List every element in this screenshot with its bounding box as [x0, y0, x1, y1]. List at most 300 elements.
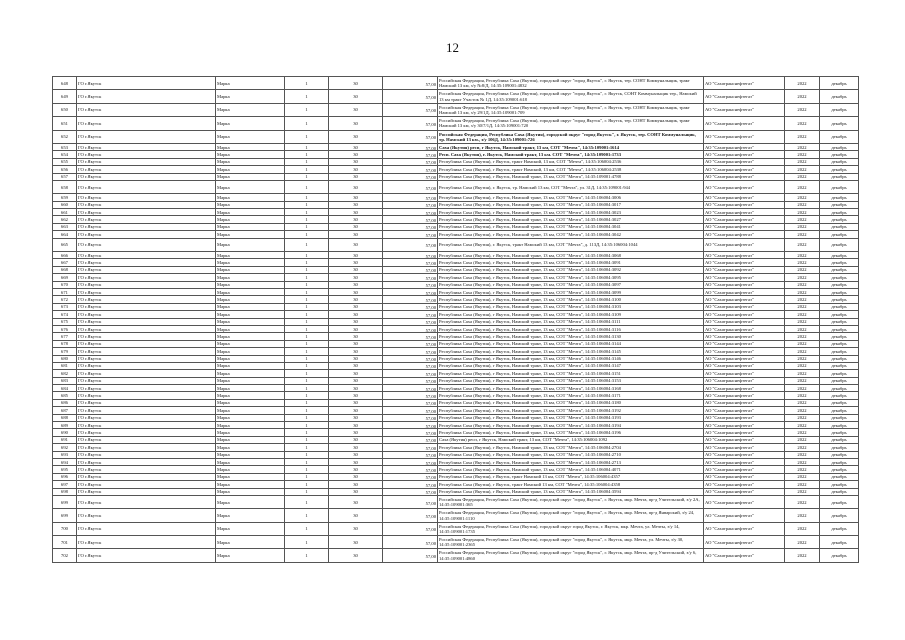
- power-value: 57,00: [425, 394, 436, 400]
- table-row: [53, 252, 859, 259]
- organization-cell: АО "Сахатранснефтегаз": [704, 399, 785, 406]
- municipality-cell: ГО г.Якутск: [77, 451, 216, 458]
- power-cell: [383, 90, 438, 103]
- municipality-cell: ГО г.Якутск: [77, 509, 216, 522]
- quantity-cell: 1: [285, 216, 329, 223]
- power-cell: [383, 348, 438, 355]
- quantity-cell: 1: [285, 340, 329, 347]
- power-value: 57,00: [425, 185, 436, 191]
- type-cell: Марка: [216, 223, 285, 230]
- address-cell: Республика Саха (Якутия), г Якутск, Намский тракт, 13 км, СОТ "Мечта", 14:35:106004:3116: [438, 325, 704, 332]
- municipality-cell: ГО г.Якутск: [77, 340, 216, 347]
- month-cell: декабрь: [820, 333, 859, 340]
- power-value: 57,00: [425, 438, 436, 444]
- row-number-cell: 656: [53, 166, 77, 173]
- municipality-cell: ГО г.Якутск: [77, 77, 216, 90]
- length-cell: 30: [329, 266, 383, 273]
- power-value: 57,00: [425, 261, 436, 267]
- organization-cell: АО "Сахатранснефтегаз": [704, 216, 785, 223]
- type-cell: Марка: [216, 143, 285, 150]
- type-cell: Марка: [216, 451, 285, 458]
- organization-cell: АО "Сахатранснефтегаз": [704, 407, 785, 414]
- municipality-cell: ГО г.Якутск: [77, 444, 216, 451]
- type-cell: Марка: [216, 414, 285, 421]
- length-cell: 30: [329, 252, 383, 259]
- month-cell: декабрь: [820, 348, 859, 355]
- municipality-cell: ГО г.Якутск: [77, 303, 216, 310]
- month-cell: декабрь: [820, 151, 859, 158]
- month-cell: декабрь: [820, 77, 859, 90]
- length-cell: 30: [329, 288, 383, 295]
- quantity-cell: 1: [285, 549, 329, 562]
- address-cell: Республика Саха (Якутия), г Якутск, тракт Намский 13 км, СОТ "Мечта", 14:35:106004:4357: [438, 473, 704, 480]
- quantity-cell: 1: [285, 274, 329, 281]
- year-cell: 2022: [785, 223, 820, 230]
- table-row: [53, 303, 859, 310]
- length-cell: 30: [329, 407, 383, 414]
- table-row: [53, 466, 859, 473]
- length-cell: 30: [329, 281, 383, 288]
- table-row: [53, 377, 859, 384]
- type-cell: Марка: [216, 180, 285, 193]
- organization-cell: АО "Сахатранснефтегаз": [704, 549, 785, 562]
- month-cell: декабрь: [820, 166, 859, 173]
- type-cell: Марка: [216, 117, 285, 130]
- quantity-cell: 1: [285, 325, 329, 332]
- length-cell: 30: [329, 392, 383, 399]
- quantity-cell: 1: [285, 355, 329, 362]
- row-number-cell: 699: [53, 495, 77, 508]
- table-row: [53, 259, 859, 266]
- quantity-cell: 1: [285, 180, 329, 193]
- power-value: 57,00: [425, 527, 436, 533]
- table-row: [53, 436, 859, 443]
- year-cell: 2022: [785, 158, 820, 165]
- power-value: 57,00: [425, 431, 436, 436]
- power-value: 57,00: [425, 500, 436, 506]
- month-cell: декабрь: [820, 495, 859, 508]
- row-number-cell: 701: [53, 536, 77, 549]
- year-cell: 2022: [785, 194, 820, 201]
- month-cell: декабрь: [820, 392, 859, 399]
- length-cell: 30: [329, 414, 383, 421]
- year-cell: 2022: [785, 103, 820, 116]
- row-number-cell: 681: [53, 362, 77, 369]
- year-cell: 2022: [785, 509, 820, 522]
- power-value: 57,00: [425, 416, 436, 422]
- year-cell: 2022: [785, 495, 820, 508]
- table-row: [53, 458, 859, 465]
- row-number-cell: 676: [53, 325, 77, 332]
- row-number-cell: 648: [53, 77, 77, 90]
- address-cell: Республика Саха (Якутия), г Якутск, Намский тракт, 13 км, СОТ "Мечта", 14:35:106004:3145: [438, 348, 704, 355]
- power-cell: [383, 385, 438, 392]
- month-cell: декабрь: [820, 216, 859, 223]
- address-cell: Республика Саха (Якутия), г Якутск, Намский тракт, 13 км, СОТ "Мечта", 14:35:106004:3100: [438, 296, 704, 303]
- power-cell: [383, 444, 438, 451]
- table-row: [53, 362, 859, 369]
- table-row: [53, 117, 859, 130]
- row-number-cell: 662: [53, 216, 77, 223]
- municipality-cell: ГО г.Якутск: [77, 103, 216, 116]
- quantity-cell: 1: [285, 281, 329, 288]
- quantity-cell: 1: [285, 348, 329, 355]
- year-cell: 2022: [785, 436, 820, 443]
- row-number-cell: 695: [53, 466, 77, 473]
- organization-cell: АО "Сахатранснефтегаз": [704, 194, 785, 201]
- row-number-cell: 687: [53, 407, 77, 414]
- type-cell: Марка: [216, 231, 285, 238]
- month-cell: декабрь: [820, 466, 859, 473]
- table-row: [53, 143, 859, 150]
- quantity-cell: 1: [285, 143, 329, 150]
- length-cell: 30: [329, 238, 383, 251]
- organization-cell: АО "Сахатранснефтегаз": [704, 495, 785, 508]
- length-cell: 30: [329, 481, 383, 488]
- table-row: [53, 90, 859, 103]
- type-cell: Марка: [216, 201, 285, 208]
- power-cell: [383, 399, 438, 406]
- power-cell: [383, 303, 438, 310]
- length-cell: 30: [329, 536, 383, 549]
- table-body: [53, 77, 859, 563]
- power-cell: [383, 194, 438, 201]
- municipality-cell: ГО г.Якутск: [77, 266, 216, 273]
- power-value: 57,00: [425, 357, 436, 363]
- organization-cell: АО "Сахатранснефтегаз": [704, 385, 785, 392]
- organization-cell: АО "Сахатранснефтегаз": [704, 130, 785, 143]
- quantity-cell: 1: [285, 473, 329, 480]
- type-cell: Марка: [216, 238, 285, 251]
- power-cell: [383, 407, 438, 414]
- power-value: 57,00: [425, 327, 436, 333]
- address-cell: Республика Саха (Якутия), г Якутск, Намский тракт, 13 км, СОТ "Мечта", 14:35:106004:3144: [438, 340, 704, 347]
- address-cell: Российская Федерация, Республика Саха (Якутия), городской округ "город Якутск", г. Якутск, СОНТ Коммунальщик тер., Намский 13 км тракт Участок № 1Д, 14:35:109001:618: [438, 90, 704, 103]
- municipality-cell: ГО г.Якутск: [77, 151, 216, 158]
- year-cell: 2022: [785, 180, 820, 193]
- address-cell: Республика Саха (Якутия), г Якутск, Намский тракт, 13 км, СОТ "Мечта", 14:35:106004:3068: [438, 252, 704, 259]
- type-cell: Марка: [216, 130, 285, 143]
- row-number-cell: 674: [53, 311, 77, 318]
- municipality-cell: ГО г.Якутск: [77, 549, 216, 562]
- length-cell: 30: [329, 466, 383, 473]
- year-cell: 2022: [785, 407, 820, 414]
- year-cell: 2022: [785, 444, 820, 451]
- organization-cell: АО "Сахатранснефтегаз": [704, 333, 785, 340]
- table-row: [53, 173, 859, 180]
- power-cell: [383, 173, 438, 180]
- month-cell: декабрь: [820, 90, 859, 103]
- address-cell: Республика Саха (Якутия), г Якутск, Намский тракт, 13 км, СОТ "Мечта", 14:35:106004:2710: [438, 451, 704, 458]
- organization-cell: АО "Сахатранснефтегаз": [704, 281, 785, 288]
- row-number-cell: 675: [53, 318, 77, 325]
- address-cell: Республика Саха (Якутия), г Якутск, Намский тракт, 13 км, СОТ "Мечта", 14:35:106004:3091: [438, 259, 704, 266]
- month-cell: декабрь: [820, 377, 859, 384]
- municipality-cell: ГО г.Якутск: [77, 399, 216, 406]
- length-cell: 30: [329, 355, 383, 362]
- table-row: [53, 77, 859, 90]
- type-cell: Марка: [216, 311, 285, 318]
- organization-cell: АО "Сахатранснефтегаз": [704, 466, 785, 473]
- municipality-cell: ГО г.Якутск: [77, 481, 216, 488]
- power-cell: [383, 259, 438, 266]
- organization-cell: АО "Сахатранснефтегаз": [704, 231, 785, 238]
- row-number-cell: 660: [53, 201, 77, 208]
- power-value: 57,00: [425, 297, 436, 303]
- address-cell: Республика Саха (Якутия), г Якутск, Намский тракт, 13 км, СОТ "Мечта", 14:35:106004:3153: [438, 377, 704, 384]
- power-cell: [383, 436, 438, 443]
- power-value: 57,00: [425, 268, 436, 274]
- power-cell: [383, 370, 438, 377]
- power-value: 57,00: [425, 513, 436, 519]
- table-row: [53, 340, 859, 347]
- row-number-cell: 651: [53, 117, 77, 130]
- length-cell: 30: [329, 377, 383, 384]
- municipality-cell: ГО г.Якутск: [77, 201, 216, 208]
- year-cell: 2022: [785, 522, 820, 535]
- table-row: [53, 495, 859, 508]
- power-cell: [383, 488, 438, 495]
- power-cell: [383, 362, 438, 369]
- power-cell: [383, 223, 438, 230]
- month-cell: декабрь: [820, 238, 859, 251]
- month-cell: декабрь: [820, 266, 859, 273]
- length-cell: 30: [329, 216, 383, 223]
- type-cell: Марка: [216, 466, 285, 473]
- year-cell: 2022: [785, 429, 820, 436]
- municipality-cell: ГО г.Якутск: [77, 536, 216, 549]
- quantity-cell: 1: [285, 522, 329, 535]
- address-cell: Республика Саха (Якутия), г Якутск, Намский тракт, 13 км, СОТ "Мечта", 14:35:106004:3180: [438, 399, 704, 406]
- quantity-cell: 1: [285, 451, 329, 458]
- table-row: [53, 103, 859, 116]
- address-cell: Саха (Якутия) респ, г Якутск, Намский тракт, 13 км, СОТ "Мечта", 14:35:109001:1614: [438, 143, 704, 150]
- address-cell: Республика Саха (Якутия), г Якутск, Намский тракт, 13 км, СОТ "Мечта", 14:35:106004:3192: [438, 407, 704, 414]
- year-cell: 2022: [785, 355, 820, 362]
- type-cell: Марка: [216, 340, 285, 347]
- row-number-cell: 663: [53, 223, 77, 230]
- length-cell: 30: [329, 318, 383, 325]
- organization-cell: АО "Сахатранснефтегаз": [704, 414, 785, 421]
- quantity-cell: 1: [285, 399, 329, 406]
- municipality-cell: ГО г.Якутск: [77, 466, 216, 473]
- organization-cell: АО "Сахатранснефтегаз": [704, 274, 785, 281]
- row-number-cell: 655: [53, 158, 77, 165]
- month-cell: декабрь: [820, 451, 859, 458]
- row-number-cell: 649: [53, 90, 77, 103]
- year-cell: 2022: [785, 274, 820, 281]
- municipality-cell: ГО г.Якутск: [77, 252, 216, 259]
- power-cell: [383, 274, 438, 281]
- quantity-cell: 1: [285, 377, 329, 384]
- power-value: 57,00: [425, 218, 436, 224]
- row-number-cell: 659: [53, 194, 77, 201]
- month-cell: декабрь: [820, 340, 859, 347]
- power-cell: [383, 311, 438, 318]
- year-cell: 2022: [785, 90, 820, 103]
- quantity-cell: 1: [285, 130, 329, 143]
- organization-cell: АО "Сахатранснефтегаз": [704, 77, 785, 90]
- power-cell: [383, 117, 438, 130]
- month-cell: декабрь: [820, 252, 859, 259]
- year-cell: 2022: [785, 422, 820, 429]
- row-number-cell: 691: [53, 436, 77, 443]
- address-cell: Республика Саха (Якутия), г Якутск, Намский тракт, 13 км, СОТ "Мечта", 14:35:106004:3171: [438, 392, 704, 399]
- length-cell: 30: [329, 231, 383, 238]
- municipality-cell: ГО г.Якутск: [77, 348, 216, 355]
- row-number-cell: 677: [53, 333, 77, 340]
- address-cell: Республика Саха (Якутия), г Якутск, Намский тракт, 13 км, СОТ "Мечта", 14:35:106004:3147: [438, 362, 704, 369]
- month-cell: декабрь: [820, 173, 859, 180]
- table-row: [53, 238, 859, 251]
- length-cell: 30: [329, 325, 383, 332]
- table-row: [53, 180, 859, 193]
- power-value: 57,00: [425, 253, 436, 259]
- table-row: [53, 399, 859, 406]
- municipality-cell: ГО г.Якутск: [77, 166, 216, 173]
- type-cell: Марка: [216, 444, 285, 451]
- power-cell: [383, 325, 438, 332]
- month-cell: декабрь: [820, 201, 859, 208]
- address-cell: Республика Саха (Якутия), г Якутск, Намский тракт, 13 км, СОТ "Мечта", 14:35:106004:3109: [438, 311, 704, 318]
- row-number-cell: 667: [53, 259, 77, 266]
- municipality-cell: ГО г.Якутск: [77, 180, 216, 193]
- table-row: [53, 296, 859, 303]
- municipality-cell: ГО г.Якутск: [77, 436, 216, 443]
- power-value: 57,00: [425, 342, 436, 348]
- month-cell: декабрь: [820, 429, 859, 436]
- month-cell: декабрь: [820, 318, 859, 325]
- type-cell: Марка: [216, 536, 285, 549]
- table-row: [53, 201, 859, 208]
- power-cell: [383, 466, 438, 473]
- year-cell: 2022: [785, 216, 820, 223]
- power-cell: [383, 288, 438, 295]
- quantity-cell: 1: [285, 414, 329, 421]
- type-cell: Марка: [216, 377, 285, 384]
- power-value: 57,00: [425, 290, 436, 296]
- length-cell: 30: [329, 151, 383, 158]
- power-value: 57,00: [425, 401, 436, 407]
- table-row: [53, 536, 859, 549]
- table-row: [53, 429, 859, 436]
- length-cell: 30: [329, 143, 383, 150]
- register-table: [52, 76, 859, 563]
- table-row: [53, 522, 859, 535]
- year-cell: 2022: [785, 252, 820, 259]
- length-cell: 30: [329, 180, 383, 193]
- length-cell: 30: [329, 473, 383, 480]
- quantity-cell: 1: [285, 90, 329, 103]
- row-number-cell: 666: [53, 252, 77, 259]
- quantity-cell: 1: [285, 444, 329, 451]
- municipality-cell: ГО г.Якутск: [77, 194, 216, 201]
- municipality-cell: ГО г.Якутск: [77, 414, 216, 421]
- power-cell: [383, 103, 438, 116]
- power-cell: [383, 392, 438, 399]
- year-cell: 2022: [785, 481, 820, 488]
- organization-cell: АО "Сахатранснефтегаз": [704, 117, 785, 130]
- table-row: [53, 231, 859, 238]
- length-cell: 30: [329, 549, 383, 562]
- row-number-cell: 678: [53, 340, 77, 347]
- organization-cell: АО "Сахатранснефтегаз": [704, 166, 785, 173]
- address-cell: Российская Федерация, Республика Саха (Якутия), городской округ "город Якутск", г. Якутск, тер. СОНТ Коммунальщик, тракт Намский 13 км, з/у №8/Д, 14:35:109001:4832: [438, 77, 704, 90]
- type-cell: Марка: [216, 392, 285, 399]
- municipality-cell: ГО г.Якутск: [77, 274, 216, 281]
- municipality-cell: ГО г.Якутск: [77, 158, 216, 165]
- table-row: [53, 130, 859, 143]
- organization-cell: АО "Сахатранснефтегаз": [704, 362, 785, 369]
- quantity-cell: 1: [285, 117, 329, 130]
- municipality-cell: ГО г.Якутск: [77, 473, 216, 480]
- municipality-cell: ГО г.Якутск: [77, 231, 216, 238]
- month-cell: декабрь: [820, 549, 859, 562]
- type-cell: Марка: [216, 259, 285, 266]
- organization-cell: АО "Сахатранснефтегаз": [704, 103, 785, 116]
- power-value: 57,00: [425, 232, 436, 238]
- organization-cell: АО "Сахатранснефтегаз": [704, 259, 785, 266]
- organization-cell: АО "Сахатранснефтегаз": [704, 451, 785, 458]
- organization-cell: АО "Сахатранснефтегаз": [704, 223, 785, 230]
- year-cell: 2022: [785, 209, 820, 216]
- organization-cell: АО "Сахатранснефтегаз": [704, 429, 785, 436]
- power-value: 57,00: [425, 312, 436, 318]
- power-cell: [383, 216, 438, 223]
- power-cell: [383, 209, 438, 216]
- table-row: [53, 333, 859, 340]
- length-cell: 30: [329, 274, 383, 281]
- month-cell: декабрь: [820, 473, 859, 480]
- type-cell: Марка: [216, 77, 285, 90]
- address-cell: Республика Саха (Якутия), г Якутск, Намский тракт, 13 км, СОТ "Мечта", 14:35:106004:3023: [438, 209, 704, 216]
- type-cell: Марка: [216, 385, 285, 392]
- month-cell: декабрь: [820, 158, 859, 165]
- address-cell: Республика Саха (Якутия), г Якутск, Намский тракт, 13 км, СОТ "Мечта", 14:35:106004:3042: [438, 231, 704, 238]
- table-row: [53, 392, 859, 399]
- type-cell: Марка: [216, 429, 285, 436]
- power-cell: [383, 151, 438, 158]
- power-value: 57,00: [425, 108, 436, 114]
- address-cell: Республика Саха (Якутия), г Якутск, тракт Намский 13 км, СОТ "Мечта", 14:35:106004:4358: [438, 481, 704, 488]
- power-cell: [383, 340, 438, 347]
- row-number-cell: 679: [53, 348, 77, 355]
- year-cell: 2022: [785, 130, 820, 143]
- type-cell: Марка: [216, 325, 285, 332]
- table-row: [53, 370, 859, 377]
- quantity-cell: 1: [285, 370, 329, 377]
- address-cell: Республика Саха (Якутия), г Якутск, Намский тракт, 13 км, СОТ "Мечта", 14:35:106004:2713: [438, 458, 704, 465]
- quantity-cell: 1: [285, 303, 329, 310]
- quantity-cell: 1: [285, 436, 329, 443]
- table-row: [53, 509, 859, 522]
- month-cell: декабрь: [820, 303, 859, 310]
- year-cell: 2022: [785, 348, 820, 355]
- power-cell: [383, 355, 438, 362]
- organization-cell: АО "Сахатранснефтегаз": [704, 481, 785, 488]
- year-cell: 2022: [785, 466, 820, 473]
- month-cell: декабрь: [820, 362, 859, 369]
- length-cell: 30: [329, 509, 383, 522]
- municipality-cell: ГО г.Якутск: [77, 488, 216, 495]
- row-number-cell: 650: [53, 103, 77, 116]
- address-cell: Российская Федерация, Республика Саха (Якутия), городской округ город Якутск, г. Якутск, мкр. Мечта, ул. Мечты, з/у 14, 14:35:109001:1735: [438, 522, 704, 535]
- month-cell: декабрь: [820, 370, 859, 377]
- table-row: [53, 325, 859, 332]
- organization-cell: АО "Сахатранснефтегаз": [704, 536, 785, 549]
- table-row: [53, 266, 859, 273]
- year-cell: 2022: [785, 399, 820, 406]
